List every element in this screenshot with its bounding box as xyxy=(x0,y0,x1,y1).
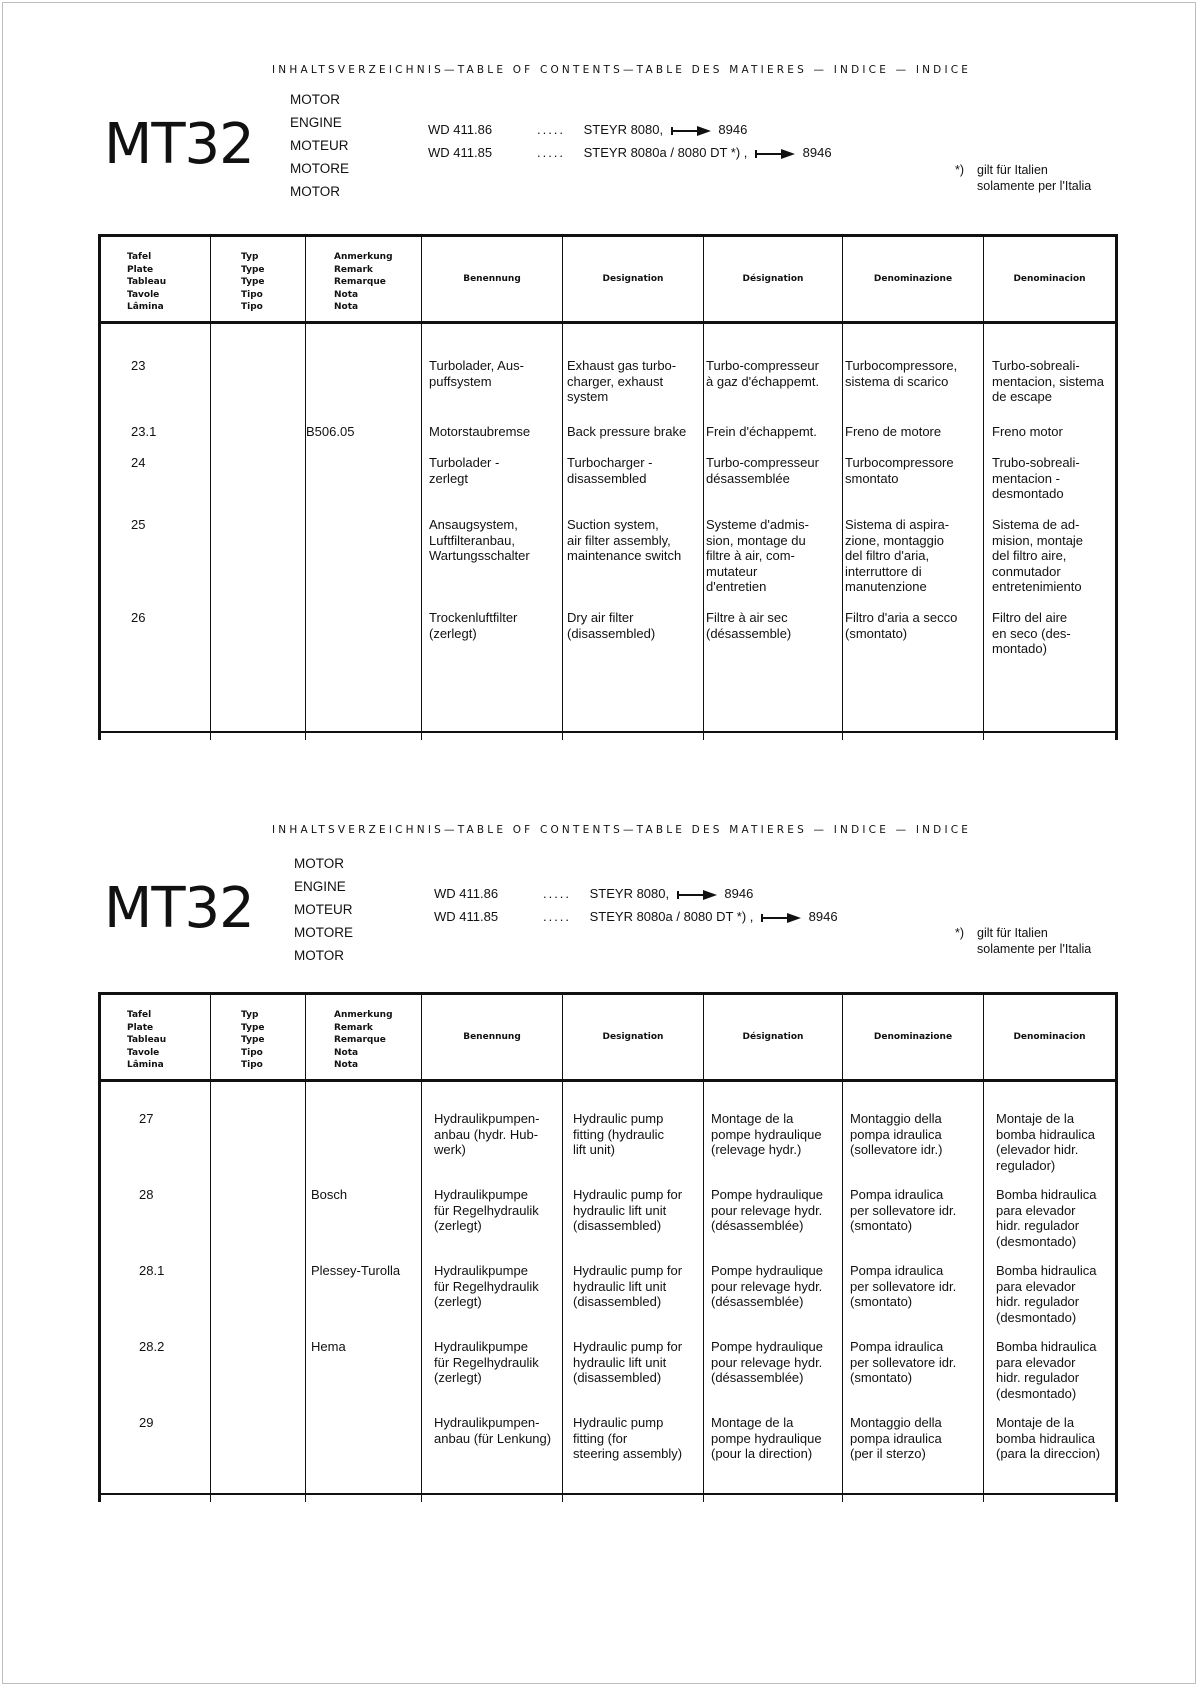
serial-number: 8946 xyxy=(802,145,832,160)
cell-fr: Pompe hydraulique pour relevage hydr. (désassemblée) xyxy=(711,1339,824,1385)
remark: B506.05 xyxy=(306,424,355,439)
cell-fr: Montage de la pompe hydraulique (relevage hydr.) xyxy=(711,1111,822,1157)
header-tafel: Tafel Plate Tableau Tavole Lâmina xyxy=(101,237,211,321)
footnote-line: solamente per l'Italia xyxy=(977,942,1092,956)
plate-number: 29 xyxy=(139,1415,154,1430)
cell-en: Turbocharger - disassembled xyxy=(567,455,653,486)
cell-es: Sistema de ad- mision, montaje del filtro aire, conmutador entretenimiento xyxy=(992,517,1084,594)
cell-fr: Turbo-compresseur à gaz d'échappemt. xyxy=(706,358,820,389)
cell-fr: Montage de la pompe hydraulique (pour la direction) xyxy=(711,1415,822,1461)
language-label: ENGINE xyxy=(290,115,342,130)
cell-es: Filtro del aire en seco (des- montado) xyxy=(992,610,1071,656)
header-denominacion: Denominacion xyxy=(1013,274,1086,284)
language-list xyxy=(290,88,349,203)
footnote-line: gilt für Italien xyxy=(977,926,1048,940)
model-code: WD 411.86 xyxy=(428,122,493,137)
cell-fr: Systeme d'admis- sion, montage du filtre à air, com- mutateur d'entretien xyxy=(706,517,809,594)
toc-title: INHALTSVERZEICHNIS—TABLE OF CONTENTS—TABLE DES MATIERES — INDICE — INDICE xyxy=(272,64,972,76)
header-denominazione: Denominazione xyxy=(843,237,984,321)
cell-es: Freno motor xyxy=(992,424,1063,439)
col-designation-en xyxy=(563,1082,704,1502)
footnote-mark: *) xyxy=(955,163,965,177)
tractor-name: STEYR 8080a / 8080 DT *) , xyxy=(589,909,754,924)
table-header xyxy=(101,995,1115,1082)
col-tafel xyxy=(101,1082,211,1502)
cell-es: Turbo-sobreali- mentacion, sistema de escape xyxy=(992,358,1104,404)
model-line xyxy=(434,882,838,905)
header-denominazione: Denominazione xyxy=(843,995,984,1079)
language-label: ENGINE xyxy=(294,879,346,894)
remark: Bosch xyxy=(311,1187,348,1202)
model-line xyxy=(428,118,832,141)
header-typ: Typ Type Type Tipo Tipo xyxy=(211,995,306,1079)
tractor-name: STEYR 8080, xyxy=(583,122,664,137)
cell-en: Exhaust gas turbo- charger, exhaust system xyxy=(567,358,677,404)
table-body xyxy=(101,1082,1115,1502)
cell-en: Hydraulic pump fitting (for steering assembly) xyxy=(573,1415,683,1461)
serial-arrow-icon xyxy=(761,913,801,923)
language-label: MOTOR xyxy=(294,856,344,871)
cell-en: Hydraulic pump for hydraulic lift unit (disassembled) xyxy=(573,1187,683,1233)
plate-number: 27 xyxy=(139,1111,154,1126)
serial-arrow-icon xyxy=(677,890,717,900)
header-anmerkung: Anmerkung Remark Remarque Nota Nota xyxy=(306,995,422,1079)
language-label: MOTOR xyxy=(290,92,340,107)
cell-en: Hydraulic pump fitting (hydraulic lift unit) xyxy=(573,1111,665,1157)
cell-en: Suction system, air filter assembly, maintenance switch xyxy=(567,517,682,563)
cell-en: Hydraulic pump for hydraulic lift unit (disassembled) xyxy=(573,1263,683,1309)
dots: ..... xyxy=(542,909,572,924)
model-code: WD 411.85 xyxy=(428,145,493,160)
cell-es: Montaje de la bomba hidraulica (elevador hidr. regulador) xyxy=(996,1111,1096,1173)
footnote-line: solamente per l'Italia xyxy=(977,179,1092,193)
cell-de: Turbolader - zerlegt xyxy=(429,455,500,486)
tractor-name: STEYR 8080, xyxy=(589,886,670,901)
section-code: MT32 xyxy=(104,112,254,177)
cell-it: Freno de motore xyxy=(845,424,942,439)
table-header xyxy=(101,237,1115,324)
cell-fr: Pompe hydraulique pour relevage hydr. (désassemblée) xyxy=(711,1263,824,1309)
language-label: MOTORE xyxy=(290,161,350,176)
model-line xyxy=(428,141,832,164)
header-designation-fr: Désignation xyxy=(704,237,843,321)
plate-number: 26 xyxy=(131,610,146,625)
footnote-mark: *) xyxy=(955,926,965,940)
toc-title: INHALTSVERZEICHNIS—TABLE OF CONTENTS—TABLE DES MATIERES — INDICE — INDICE xyxy=(272,824,972,836)
col-benennung xyxy=(422,1082,563,1502)
serial-arrow-icon xyxy=(755,149,795,159)
cell-de: Hydraulikpumpe für Regelhydraulik (zerlegt) xyxy=(434,1187,539,1233)
cell-de: Motorstaubremse xyxy=(429,424,531,439)
dots: ..... xyxy=(536,145,566,160)
cell-es: Montaje de la bomba hidraulica (para la direccion) xyxy=(996,1415,1101,1461)
cell-es: Bomba hidraulica para elevador hidr. regulador (desmontado) xyxy=(996,1263,1097,1325)
header-benennung: Benennung xyxy=(422,237,563,321)
cell-de: Hydraulikpumpe für Regelhydraulik (zerlegt) xyxy=(434,1263,539,1309)
cell-de: Hydraulikpumpen- anbau (für Lenkung) xyxy=(434,1415,552,1446)
footnote-line: gilt für Italien xyxy=(977,163,1048,177)
plate-number: 28.2 xyxy=(139,1339,165,1354)
cell-es: Bomba hidraulica para elevador hidr. regulador (desmontado) xyxy=(996,1339,1097,1401)
header-designation-en: Designation xyxy=(563,237,704,321)
header-denominacion: Denominacion xyxy=(1013,1032,1086,1042)
cell-de: Turbolader, Aus- puffsystem xyxy=(429,358,524,389)
remark: Plessey-Turolla xyxy=(311,1263,401,1278)
col-tafel xyxy=(101,324,211,740)
cell-en: Dry air filter (disassembled) xyxy=(567,610,656,641)
col-anmerkung xyxy=(306,1082,422,1502)
cell-fr: Pompe hydraulique pour relevage hydr. (désassemblée) xyxy=(711,1187,824,1233)
plate-number: 24 xyxy=(131,455,146,470)
cell-es: Trubo-sobreali- mentacion - desmontado xyxy=(992,455,1080,501)
contents-table xyxy=(98,234,1118,740)
plate-number: 28.1 xyxy=(139,1263,165,1278)
remark: Hema xyxy=(311,1339,346,1354)
serial-number: 8946 xyxy=(808,909,838,924)
cell-de: Trockenluftfilter (zerlegt) xyxy=(429,610,518,641)
table-bottom-rule xyxy=(98,731,1118,733)
model-list xyxy=(428,118,832,164)
footnote xyxy=(955,162,1091,194)
cell-en: Back pressure brake xyxy=(567,424,687,439)
cell-it: Montaggio della pompa idraulica (sollevatore idr.) xyxy=(850,1111,943,1157)
cell-fr: Filtre à air sec (désassemble) xyxy=(706,610,792,641)
col-denominazione xyxy=(843,1082,984,1502)
serial-number: 8946 xyxy=(724,886,754,901)
col-denominacion xyxy=(984,324,1115,740)
header-typ: Typ Type Type Tipo Tipo xyxy=(211,237,306,321)
language-label: MOTOR xyxy=(290,184,340,199)
cell-it: Pompa idraulica per sollevatore idr. (smontato) xyxy=(850,1263,957,1309)
cell-de: Hydraulikpumpen- anbau (hydr. Hub- werk) xyxy=(434,1111,540,1157)
plate-number: 23 xyxy=(131,358,146,373)
cell-en: Hydraulic pump for hydraulic lift unit (disassembled) xyxy=(573,1339,683,1385)
header-designation-fr: Désignation xyxy=(704,995,843,1079)
language-label: MOTOR xyxy=(294,948,344,963)
cell-de: Hydraulikpumpe für Regelhydraulik (zerlegt) xyxy=(434,1339,539,1385)
header-designation-en: Designation xyxy=(563,995,704,1079)
plate-number: 25 xyxy=(131,517,146,532)
cell-it: Filtro d'aria a secco (smontato) xyxy=(845,610,958,641)
table-body xyxy=(101,324,1115,740)
model-code: WD 411.86 xyxy=(434,886,499,901)
col-anmerkung xyxy=(306,324,422,740)
model-line xyxy=(434,905,838,928)
cell-it: Pompa idraulica per sollevatore idr. (smontato) xyxy=(850,1187,957,1233)
col-designation-fr xyxy=(704,324,843,740)
cell-it: Sistema di aspira- zione, montaggio del filtro d'aria, interruttore di manutenzione xyxy=(845,517,950,594)
cell-it: Pompa idraulica per sollevatore idr. (smontato) xyxy=(850,1339,957,1385)
cell-fr: Frein d'échappemt. xyxy=(706,424,817,439)
plate-number: 28 xyxy=(139,1187,154,1202)
language-label: MOTEUR xyxy=(294,902,353,917)
model-code: WD 411.85 xyxy=(434,909,499,924)
col-designation-en xyxy=(563,324,704,740)
model-list xyxy=(434,882,838,928)
section-code: MT32 xyxy=(104,876,254,941)
col-denominazione xyxy=(843,324,984,740)
tractor-name: STEYR 8080a / 8080 DT *) , xyxy=(583,145,748,160)
serial-arrow-icon xyxy=(671,126,711,136)
col-denominacion xyxy=(984,1082,1115,1502)
footnote xyxy=(955,925,1091,957)
contents-table xyxy=(98,992,1118,1502)
dots: ..... xyxy=(542,886,572,901)
language-list xyxy=(294,852,353,967)
header-anmerkung: Anmerkung Remark Remarque Nota Nota xyxy=(306,237,422,321)
language-label: MOTEUR xyxy=(290,138,349,153)
col-typ xyxy=(211,324,306,740)
cell-fr: Turbo-compresseur désassemblée xyxy=(706,455,819,486)
cell-es: Bomba hidraulica para elevador hidr. regulador (desmontado) xyxy=(996,1187,1097,1249)
cell-it: Turbocompressore, sistema di scarico xyxy=(845,358,958,389)
cell-de: Ansaugsystem, Luftfilteranbau, Wartungsschalter xyxy=(429,517,530,563)
language-label: MOTORE xyxy=(294,925,354,940)
cell-it: Montaggio della pompa idraulica (per il sterzo) xyxy=(850,1415,942,1461)
cell-it: Turbocompressore smontato xyxy=(845,455,954,486)
col-benennung xyxy=(422,324,563,740)
header-benennung: Benennung xyxy=(422,995,563,1079)
col-typ xyxy=(211,1082,306,1502)
plate-number: 23.1 xyxy=(131,424,157,439)
col-designation-fr xyxy=(704,1082,843,1502)
header-tafel: Tafel Plate Tableau Tavole Lâmina xyxy=(101,995,211,1079)
dots: ..... xyxy=(536,122,566,137)
table-bottom-rule xyxy=(98,1493,1118,1495)
serial-number: 8946 xyxy=(718,122,748,137)
